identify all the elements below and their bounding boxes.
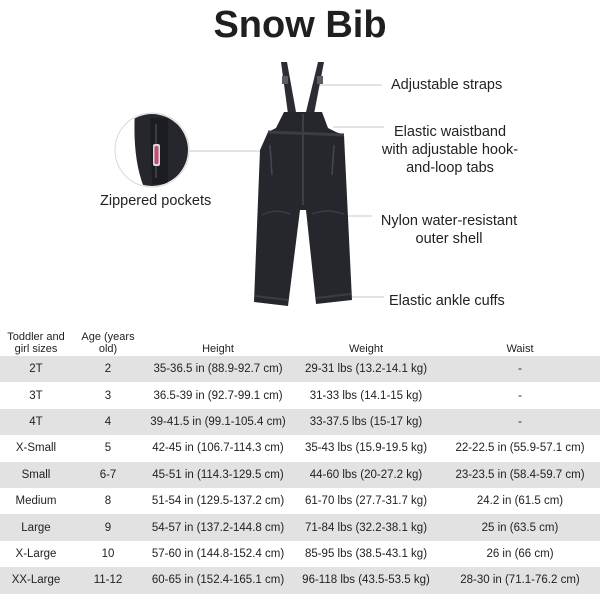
cell-height: 42-45 in (106.7-114.3 cm)	[144, 435, 292, 461]
cell-waist: -	[440, 382, 600, 408]
cell-weight: 71-84 lbs (32.2-38.1 kg)	[292, 514, 440, 540]
cell-waist: 24.2 in (61.5 cm)	[440, 488, 600, 514]
cell-waist: -	[440, 356, 600, 382]
cell-waist: 23-23.5 in (58.4-59.7 cm)	[440, 462, 600, 488]
cell-age: 6-7	[72, 462, 144, 488]
cell-height: 60-65 in (152.4-165.1 cm)	[144, 567, 292, 593]
callout-elastic-waistband: Elastic waistband with adjustable hook-and-loop tabs	[381, 124, 519, 176]
cell-age: 4	[72, 409, 144, 435]
cell-age: 5	[72, 435, 144, 461]
cell-age: 8	[72, 488, 144, 514]
cell-size: X-Small	[0, 435, 72, 461]
cell-size: 2T	[0, 356, 72, 382]
cell-size: 3T	[0, 382, 72, 408]
cell-waist: 26 in (66 cm)	[440, 541, 600, 567]
table-row	[0, 567, 600, 593]
callout-zippered-pockets: Zippered pockets	[100, 193, 212, 209]
cell-size: XX-Large	[0, 567, 72, 593]
cell-size: X-Large	[0, 541, 72, 567]
cell-height: 36.5-39 in (92.7-99.1 cm)	[144, 382, 292, 408]
table-row	[0, 435, 600, 461]
cell-age: 11-12	[72, 567, 144, 593]
cell-height: 45-51 in (114.3-129.5 cm)	[144, 462, 292, 488]
cell-weight: 61-70 lbs (27.7-31.7 kg)	[292, 488, 440, 514]
cell-age: 9	[72, 514, 144, 540]
cell-age: 3	[72, 382, 144, 408]
size-chart-table	[0, 328, 600, 594]
cell-age: 10	[72, 541, 144, 567]
cell-weight: 44-60 lbs (20-27.2 kg)	[292, 462, 440, 488]
table-row	[0, 462, 600, 488]
cell-waist: 25 in (63.5 cm)	[440, 514, 600, 540]
cell-weight: 33-37.5 lbs (15-17 kg)	[292, 409, 440, 435]
table-row	[0, 409, 600, 435]
callout-adjustable-straps: Adjustable straps	[391, 77, 503, 93]
cell-weight: 35-43 lbs (15.9-19.5 kg)	[292, 435, 440, 461]
table-row	[0, 382, 600, 408]
cell-size: 4T	[0, 409, 72, 435]
cell-size: Medium	[0, 488, 72, 514]
cell-height: 51-54 in (129.5-137.2 cm)	[144, 488, 292, 514]
cell-height: 35-36.5 in (88.9-92.7 cm)	[144, 356, 292, 382]
cell-weight: 85-95 lbs (38.5-43.1 kg)	[292, 541, 440, 567]
size-chart-header-row	[0, 328, 600, 356]
cell-size: Large	[0, 514, 72, 540]
table-row	[0, 541, 600, 567]
cell-weight: 96-118 lbs (43.5-53.5 kg)	[292, 567, 440, 593]
cell-waist: -	[440, 409, 600, 435]
snow-bib-garment	[254, 62, 352, 306]
callout-outer-shell: Nylon water-resistant outer shell	[380, 213, 518, 247]
header-weight: Weight	[348, 343, 384, 355]
cell-weight: 31-33 lbs (14.1-15 kg)	[292, 382, 440, 408]
page-title: Snow Bib	[213, 4, 387, 46]
table-row	[0, 514, 600, 540]
cell-height: 57-60 in (144.8-152.4 cm)	[144, 541, 292, 567]
zippered-pocket-zoom	[115, 110, 190, 190]
cell-waist: 22-22.5 in (55.9-57.1 cm)	[440, 435, 600, 461]
cell-waist: 28-30 in (71.1-76.2 cm)	[440, 567, 600, 593]
table-row	[0, 488, 600, 514]
cell-age: 2	[72, 356, 144, 382]
header-height: Height	[202, 343, 234, 355]
cell-size: Small	[0, 462, 72, 488]
table-row	[0, 356, 600, 382]
cell-weight: 29-31 lbs (13.2-14.1 kg)	[292, 356, 440, 382]
callout-ankle-cuffs: Elastic ankle cuffs	[389, 293, 505, 309]
cell-height: 54-57 in (137.2-144.8 cm)	[144, 514, 292, 540]
cell-height: 39-41.5 in (99.1-105.4 cm)	[144, 409, 292, 435]
header-size: Toddler and girl sizes	[7, 331, 65, 355]
header-age: Age (years old)	[81, 331, 135, 355]
header-waist: Waist	[506, 343, 534, 355]
